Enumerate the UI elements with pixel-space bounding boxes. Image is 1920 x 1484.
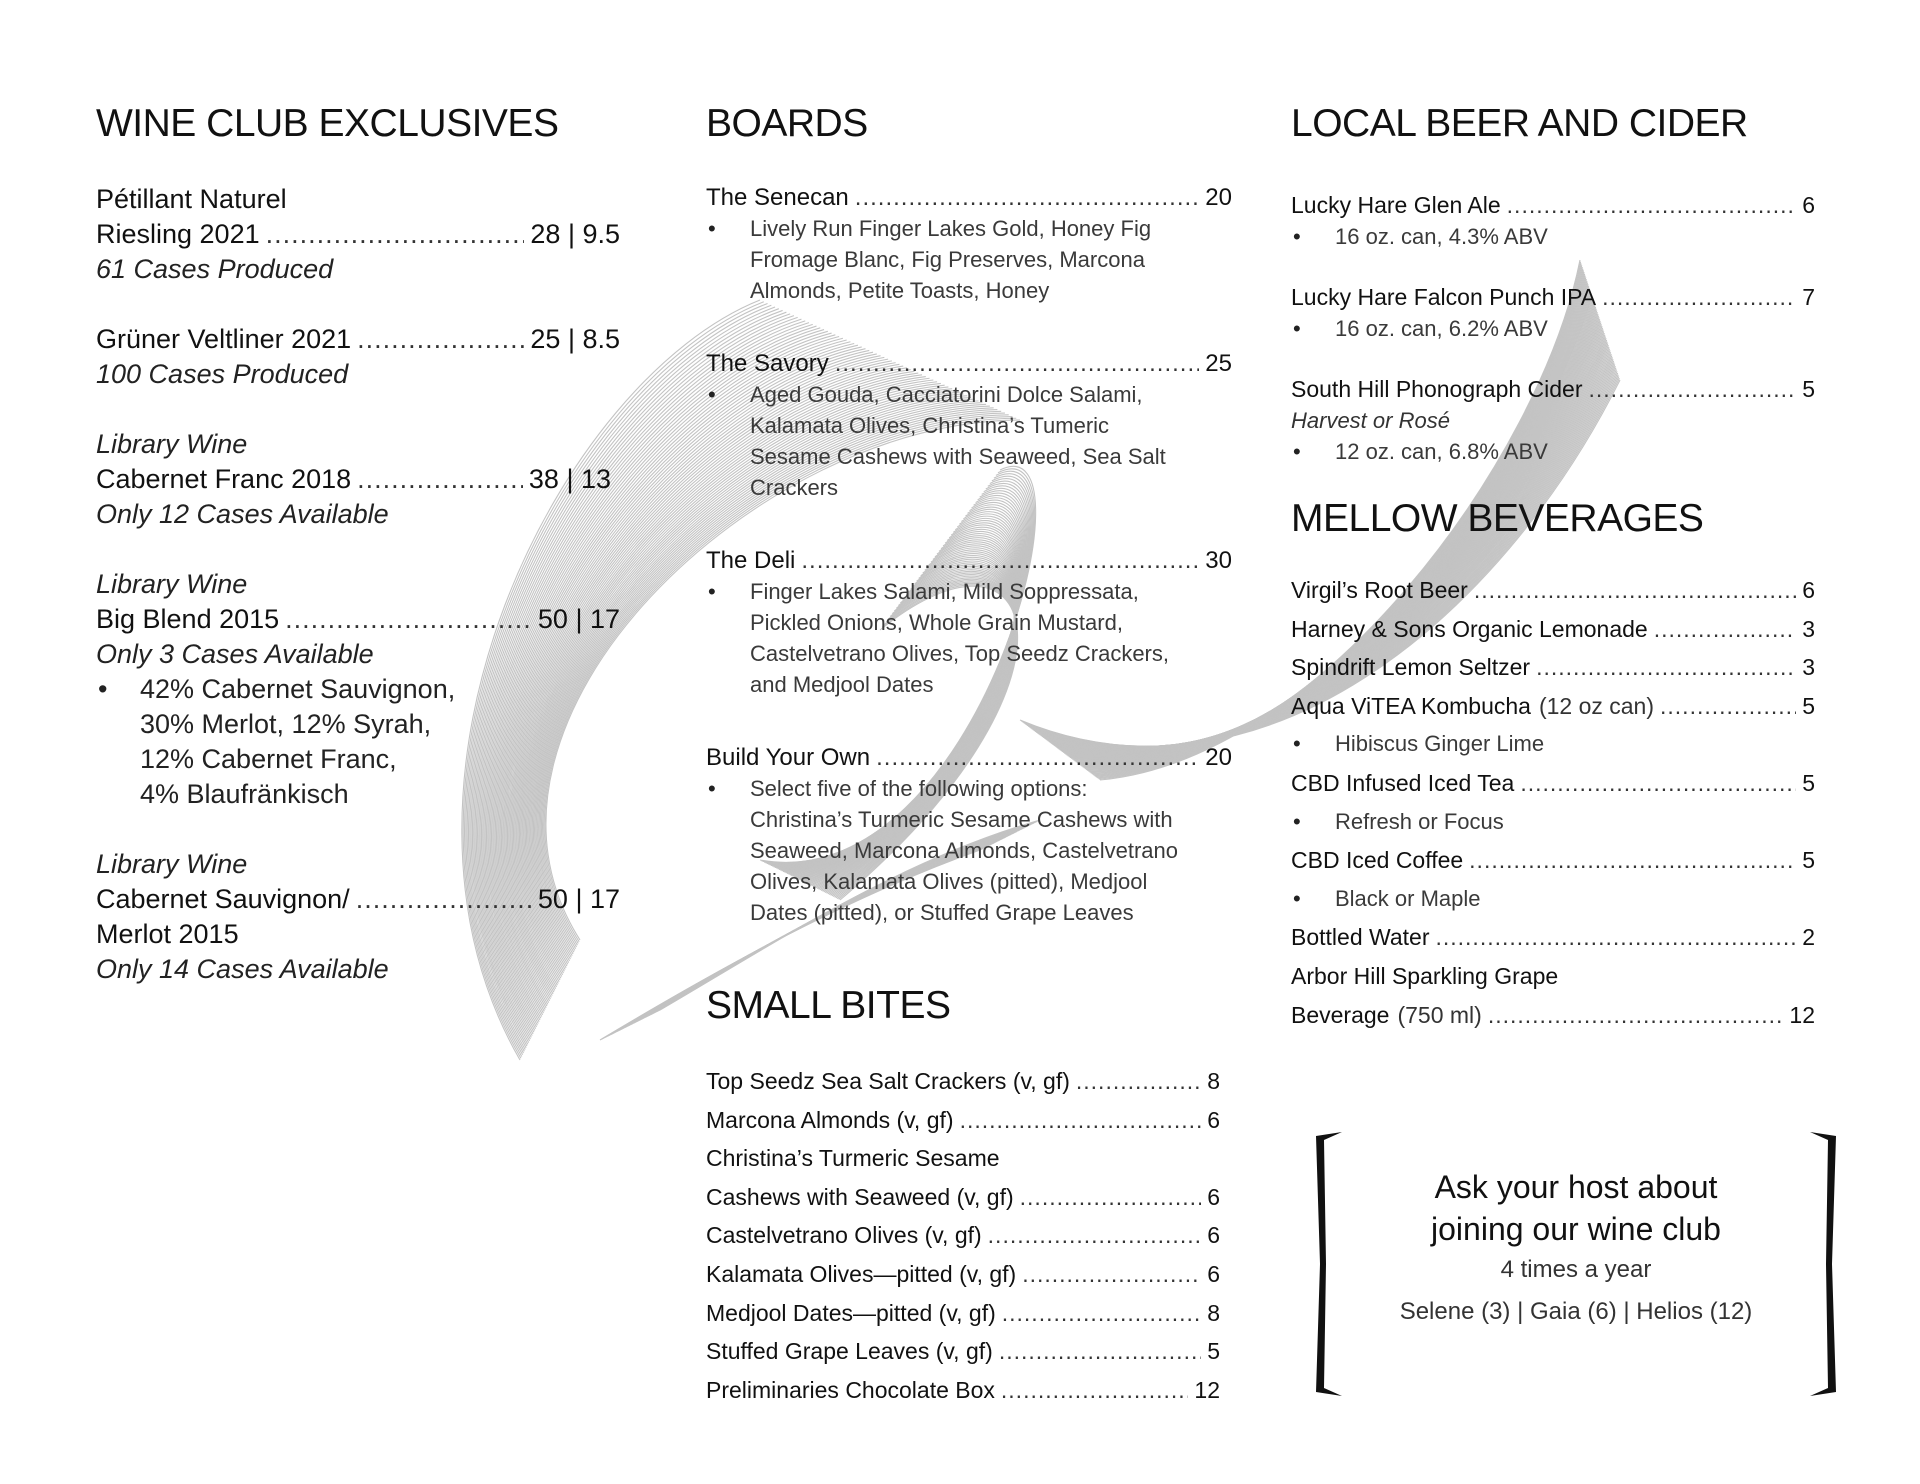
bite-row [706,1062,1220,1101]
blend-line: 30% Merlot, 12% Syrah, [140,709,432,739]
wine-label: Library Wine [96,569,248,599]
bite-price: 6 [1207,1260,1220,1287]
wine-club-title: WINE CLUB EXCLUSIVES [96,102,559,145]
wine-item [96,427,626,532]
leader-dots [1488,996,1784,1035]
board-item [706,545,1232,700]
bite-price: 8 [1207,1299,1220,1326]
bite-price: 5 [1207,1338,1220,1365]
leader-dots [876,742,1199,773]
leader-dots [285,602,532,637]
bite-row [706,1216,1220,1255]
mellow-name-cont: Beverage [1291,1001,1390,1028]
beer-item [1291,282,1826,344]
board-row [706,182,1232,213]
leader-dots [855,182,1200,213]
boards-title: BOARDS [706,102,868,145]
wine-price: 25 | 8.5 [530,324,620,354]
wine-price: 50 | 17 [537,884,620,914]
wine-row [96,462,611,497]
bite-price: 6 [1207,1183,1220,1210]
bite-name: Top Seedz Sea Salt Crackers (v, gf) [706,1068,1070,1094]
wine-club-section [96,102,626,987]
bite-row [706,1101,1220,1140]
leader-dots [801,545,1199,576]
board-description: • Select five of the following options: Christina’s Turmeric Sesame Cashews with Seaweed, Marcona Almonds, Castelvetrano Olives, Kalamata Olives (pitted), Medjool Dates (pitted), or Stuffed Grape Leaves [706,773,1190,928]
wine-name: Big Blend 2015 [96,604,280,634]
mellow-name: Aqua ViTEA Kombucha [1291,692,1531,719]
beer-detail: • 16 oz. can, 4.3% ABV [1291,221,1826,252]
leader-dots [357,462,523,497]
blend-line: • 42% Cabernet Sauvignon, [140,674,456,704]
beer-name: Lucky Hare Falcon Punch IPA [1291,284,1597,310]
mellow-title: MELLOW BEVERAGES [1291,497,1704,540]
leader-dots [999,1332,1201,1371]
bite-row [706,1294,1220,1333]
leader-dots [1654,610,1797,649]
leader-dots [266,217,525,252]
bite-row [706,1371,1220,1410]
beer-name: South Hill Phonograph Cider [1291,376,1583,402]
wine-label: Library Wine [96,849,248,879]
wine-item [96,322,626,392]
wine-item [96,567,626,812]
leader-dots [357,322,524,357]
wine-note: 100 Cases Produced [96,359,349,389]
mellow-price: 12 [1789,1001,1815,1028]
board-description: • Finger Lakes Salami, Mild Soppressata, Pickled Onions, Whole Grain Mustard, Castelvetrano Olives, Top Seedz Crackers, and Medjool Dates [706,576,1190,700]
wine-price: 28 | 9.5 [530,219,620,249]
mellow-row [1291,918,1815,957]
board-item [706,348,1232,503]
callout-line-1: Ask your host about [1434,1169,1718,1205]
leader-dots [1507,190,1797,221]
mellow-detail: • Hibiscus Ginger Lime [1291,725,1815,764]
board-row [706,545,1232,576]
board-name: The Savory [706,350,829,377]
board-price: 20 [1205,184,1232,211]
small-bites-title: SMALL BITES [706,984,951,1027]
board-price: 20 [1205,744,1232,771]
mellow-name: Bottled Water [1291,924,1430,951]
mellow-row [1291,764,1815,803]
beer-price: 7 [1802,284,1815,310]
boards-section [706,102,1232,1409]
callout-tiers: Selene (3) | Gaia (6) | Helios (12) [1399,1298,1753,1325]
mellow-price: 6 [1802,577,1815,603]
mellow-price: 3 [1802,615,1815,642]
board-name: Build Your Own [706,744,871,771]
mellow-detail: • Refresh or Focus [1291,803,1815,842]
mellow-price: 3 [1802,654,1815,681]
bite-name: Cashews with Seaweed (v, gf) [706,1183,1014,1210]
bite-name: Preliminaries Chocolate Box [706,1376,995,1403]
cider-options: Harvest or Rosé [1291,408,1450,433]
mellow-row [1291,571,1815,610]
leader-dots [356,882,532,917]
beer-name: Lucky Hare Glen Ale [1291,192,1501,218]
bite-name: Stuffed Grape Leaves (v, gf) [706,1338,993,1365]
leader-dots [1002,1294,1201,1333]
wine-row [96,322,620,357]
board-name: The Senecan [706,184,849,211]
leader-dots [1474,571,1796,610]
bite-price: 6 [1207,1222,1220,1249]
beer-item [1291,374,1826,467]
beer-cider-section [1291,102,1826,1034]
board-item [706,182,1232,306]
board-row [706,348,1232,379]
wine-note: 61 Cases Produced [96,254,334,284]
leader-dots [988,1216,1202,1255]
beer-cider-title: LOCAL BEER AND CIDER [1291,102,1748,145]
bite-price: 8 [1207,1068,1220,1094]
beer-detail: • 12 oz. can, 6.8% ABV [1291,436,1826,467]
beer-row [1291,374,1815,405]
board-row [706,742,1232,773]
wine-note: Only 3 Cases Available [96,639,374,669]
leader-dots [1020,1178,1202,1217]
board-price: 25 [1205,350,1232,377]
wine-name: Grüner Veltliner 2021 [96,324,352,354]
beer-row [1291,282,1815,313]
beer-price: 5 [1802,376,1815,402]
blend-line: 12% Cabernet Franc, [140,744,397,774]
board-item [706,742,1232,928]
beer-list [1291,190,1826,467]
wine-item [96,847,626,987]
wine-row [96,882,620,917]
leader-dots [1520,764,1796,803]
wine-note: Only 14 Cases Available [96,954,389,984]
leader-dots [1536,648,1796,687]
mellow-row [1291,841,1815,880]
callout-text [1312,1166,1840,1332]
mellow-list [1291,571,1815,1034]
mellow-name: Spindrift Lemon Seltzer [1291,654,1531,681]
bite-name: Castelvetrano Olives (v, gf) [706,1222,982,1249]
board-price: 30 [1205,547,1232,574]
mellow-extra: (12 oz can) [1538,692,1655,719]
wine-price: 38 | 13 [528,464,611,494]
callout-frequency: 4 times a year [1500,1256,1652,1283]
bite-name: Marcona Almonds (v, gf) [706,1106,954,1133]
bite-row [706,1255,1220,1294]
wine-note: Only 12 Cases Available [96,499,389,529]
board-description: • Aged Gouda, Cacciatorini Dolce Salami, Kalamata Olives, Christina’s Tumeric Sesame Cashews with Seaweed, Sea Salt Crackers [706,379,1190,503]
wine-name: Cabernet Sauvignon/ [96,884,350,914]
blend-line: 4% Blaufränkisch [140,779,349,809]
leader-dots [1469,841,1796,880]
beer-detail: • 16 oz. can, 6.2% ABV [1291,313,1826,344]
wine-row [96,217,620,252]
mellow-detail: • Black or Maple [1291,880,1815,919]
leader-dots [1435,918,1796,957]
mellow-extra: (750 ml) [1397,1001,1482,1028]
boards-list [706,182,1232,928]
bite-row [706,1332,1220,1371]
bite-name: Kalamata Olives—pitted (v, gf) [706,1260,1017,1287]
leader-dots [1589,374,1797,405]
leader-dots [960,1101,1202,1140]
mellow-row [1291,648,1815,687]
bite-row [706,1178,1220,1217]
wine-style: Pétillant Naturel [96,184,287,214]
mellow-price: 5 [1802,692,1815,719]
board-description: • Lively Run Finger Lakes Gold, Honey Fig Fromage Blanc, Fig Preserves, Marcona Almonds, Petite Toasts, Honey [706,213,1190,306]
mellow-row [1291,687,1815,726]
board-name: The Deli [706,547,796,574]
mellow-price: 5 [1802,769,1815,796]
wine-name: Cabernet Franc 2018 [96,464,352,494]
leader-dots [1660,687,1796,726]
mellow-name: Arbor Hill Sparkling Grape [1291,962,1559,989]
mellow-name: CBD Iced Coffee [1291,847,1464,874]
mellow-name: Harney & Sons Organic Lemonade [1291,615,1648,642]
mellow-name: Virgil’s Root Beer [1291,577,1468,603]
small-bites-list [706,1062,1220,1409]
bite-name: Medjool Dates—pitted (v, gf) [706,1299,996,1326]
beer-item [1291,190,1826,252]
beer-price: 6 [1802,192,1815,218]
bite-price: 6 [1207,1106,1220,1133]
wine-price: 50 | 17 [537,604,620,634]
bite-name: Christina’s Turmeric Sesame [706,1145,1000,1172]
wine-list [96,182,626,987]
wine-club-callout [1312,1130,1840,1398]
mellow-row [1291,610,1815,649]
mellow-price: 2 [1802,924,1815,951]
right-bracket-icon [1806,1130,1840,1398]
leader-dots [835,348,1200,379]
wine-name-cont: Merlot 2015 [96,919,239,949]
leader-dots [1001,1371,1189,1410]
mellow-price: 5 [1802,847,1815,874]
wine-row [96,602,620,637]
mellow-row [1291,996,1815,1035]
callout-line-2: joining our wine club [1431,1211,1721,1247]
wine-name: Riesling 2021 [96,219,260,249]
leader-dots [1076,1062,1201,1101]
mellow-name: CBD Infused Iced Tea [1291,769,1515,796]
bite-price: 12 [1194,1376,1220,1403]
leader-dots [1602,282,1796,313]
wine-label: Library Wine [96,429,248,459]
beer-row [1291,190,1815,221]
blend-list [96,672,626,812]
wine-item [96,182,626,287]
leader-dots [1022,1255,1201,1294]
